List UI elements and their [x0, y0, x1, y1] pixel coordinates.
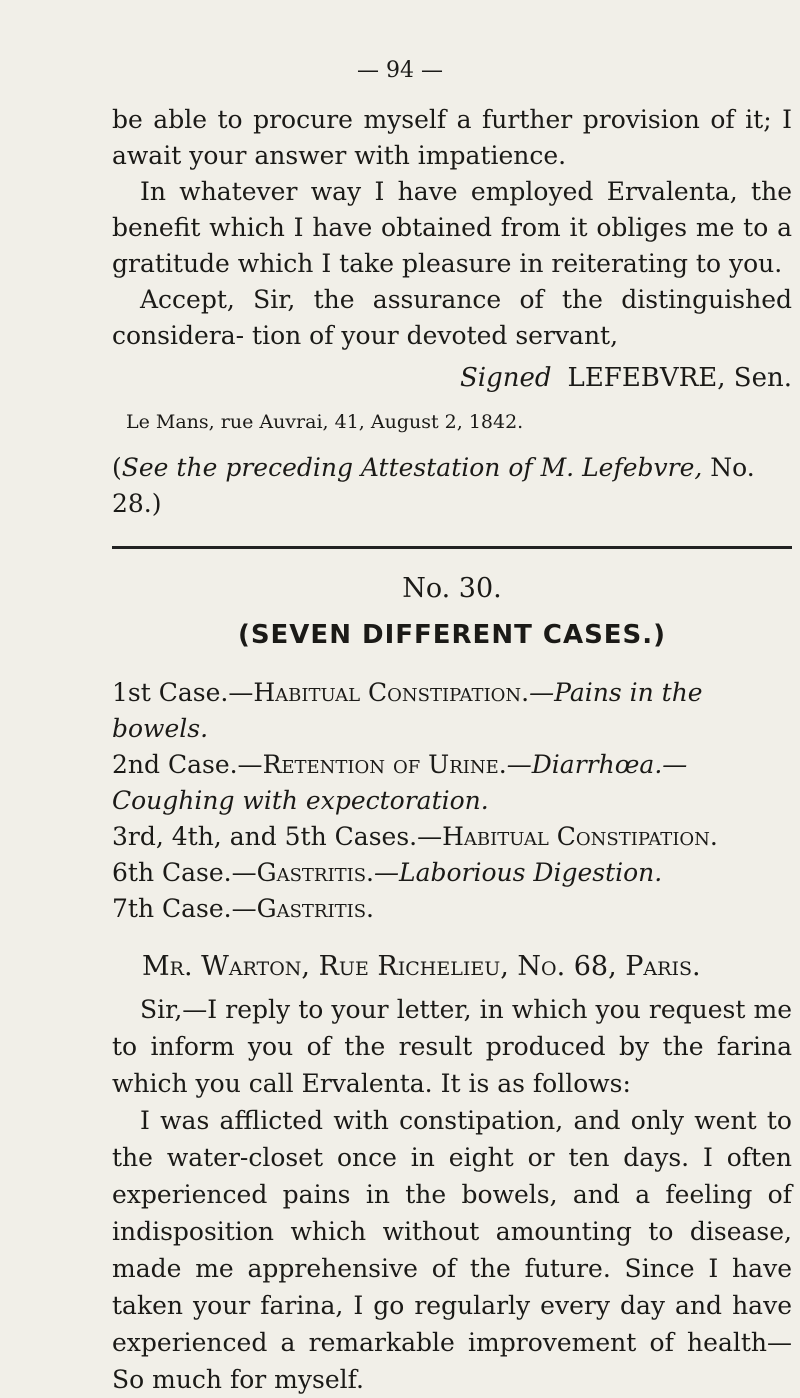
case-title: Retention of Urine. [262, 750, 507, 779]
case-prefix: 2nd Case.— [112, 750, 263, 779]
case-line [112, 675, 792, 747]
continuation-paragraph-2: In whatever way I have employed Ervalenta, the benefit which I have obtained from it obliges me to a gratitude which I take pleasure in reiterating to you. [112, 177, 792, 278]
case-detail: —Laborious Digestion. [373, 858, 663, 887]
page-number: — 94 — [357, 58, 443, 83]
section-divider [112, 546, 792, 549]
see-note [112, 450, 792, 522]
case-line [112, 819, 792, 855]
continuation-paragraph-1: be able to procure myself a further provision of it; I await your answer with impatience. [112, 105, 792, 170]
section-title: (SEVEN DIFFERENT CASES.) [237, 620, 667, 650]
signatory-name: LEFEBVRE, Sen. [567, 363, 792, 393]
case-line [112, 855, 792, 891]
place-date: Le Mans, rue Auvrai, 41, August 2, 1842. [126, 411, 524, 433]
letter-paragraph-2: I was afflicted with constipation, and only went to the water-closet once in eight or ten days. I often experienced pains in the bowels, and a feeling of indisposition which without amounting to disease, made me apprehensive of the future. Since I have taken your farina, I go regularly every day and have experienced a remarkable improvement of health—So much for myself. [112, 1106, 792, 1394]
case-line [112, 747, 792, 819]
see-note-italic: See the preceding Attestation of M. Lefebvre, [121, 453, 703, 482]
case-prefix: 6th Case.— [112, 858, 257, 887]
case-title: Habitual Constipation. [253, 678, 530, 707]
letter-body [112, 991, 792, 1398]
letter-paragraph-1: Sir,—I reply to your letter, in which you request me to inform you of the result produced by the farina which you call Ervalenta. It is as follows: [112, 995, 792, 1098]
case-detail: —Pains in the bowels. [112, 678, 703, 743]
case-detail: —Diarrhœa.—Coughing with expectoration. [112, 750, 688, 815]
case-prefix: 1st Case.— [112, 678, 254, 707]
letter-recipient: Mr. Warton, Rue Richelieu, No. 68, Paris. [142, 951, 701, 982]
case-title: Gastritis. [256, 858, 374, 887]
case-line [112, 891, 792, 927]
case-list [112, 675, 792, 927]
section-number: No. 30. [402, 573, 502, 604]
page-body [112, 102, 792, 1398]
case-prefix: 7th Case.— [112, 894, 257, 923]
case-title: Gastritis. [256, 894, 374, 923]
signature-line [112, 360, 792, 396]
continuation-paragraph-3: Accept, Sir, the assurance of the distinguished considera- tion of your devoted servant, [112, 285, 792, 350]
case-title: Habitual Constipation. [442, 822, 718, 851]
case-prefix: 3rd, 4th, and 5th Cases.— [112, 822, 443, 851]
see-note-open: ( [112, 453, 122, 482]
see-note-rest: No. 28.) [112, 453, 755, 518]
signed-label: Signed [460, 363, 552, 393]
